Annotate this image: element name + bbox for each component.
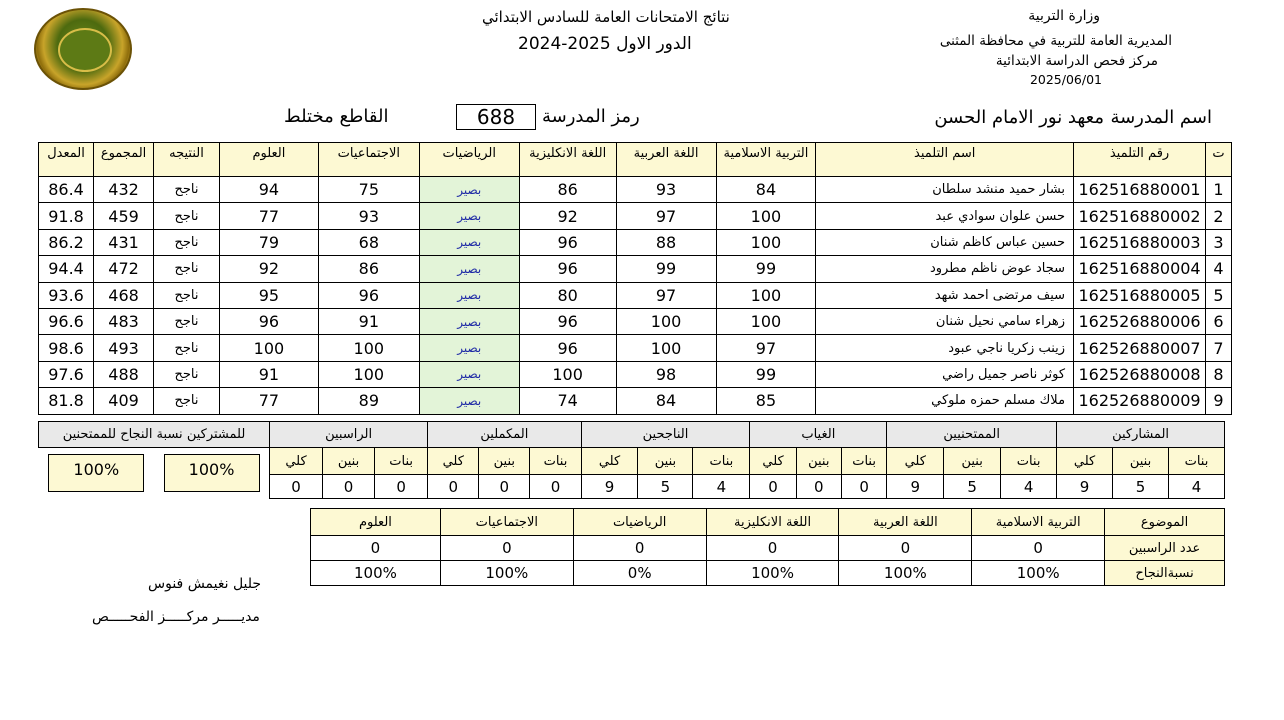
table-row [39, 177, 1232, 203]
cell-name: كوثر ناصر جميل راضي [816, 361, 1074, 387]
school-code-label: رمز المدرسة [542, 106, 640, 127]
stats-sub-header: كلي [750, 448, 796, 475]
cell-id: 162526880008 [1074, 361, 1206, 387]
cell-id: 162516880004 [1074, 256, 1206, 282]
stats-sub-header: بنين [1113, 448, 1169, 475]
stats-sub-header: بنين [796, 448, 841, 475]
cell-english: 96 [519, 229, 616, 255]
cell-avg: 98.6 [39, 335, 94, 361]
stats-value: 0 [269, 475, 322, 499]
subject-name: التربية الاسلامية [972, 509, 1105, 536]
subject-pass-rate: 0% [573, 561, 706, 586]
cell-arabic: 100 [616, 335, 716, 361]
pass-rate-participants-cell [154, 448, 269, 499]
col-header: رقم التلميذ [1074, 143, 1206, 177]
cell-english: 80 [519, 282, 616, 308]
stats-value: 4 [1168, 475, 1224, 499]
stats-sub-header: بنين [323, 448, 375, 475]
cell-avg: 97.6 [39, 361, 94, 387]
cell-n: 7 [1206, 335, 1232, 361]
pass-rate-participants: 100% [164, 454, 260, 492]
stats-value: 4 [693, 475, 750, 499]
subject-failed-count: 0 [706, 536, 839, 561]
table-row [39, 308, 1232, 334]
cell-result: ناجح [154, 256, 220, 282]
stats-value: 4 [1001, 475, 1057, 499]
cell-math: بصير [419, 308, 519, 334]
stats-sub-header: بنات [1168, 448, 1224, 475]
cell-math: بصير [419, 203, 519, 229]
school-code: 688 [456, 104, 536, 130]
director-title: مديـــــر مركـــــز الفحـــــص [92, 609, 260, 625]
cell-n: 9 [1206, 388, 1232, 414]
subject-name: الرياضيات [573, 509, 706, 536]
subject-header-row [311, 509, 1225, 536]
subject-pass-row [311, 561, 1225, 586]
cell-id: 162516880001 [1074, 177, 1206, 203]
cell-result: ناجح [154, 361, 220, 387]
col-header: اسم التلميذ [816, 143, 1074, 177]
subject-failed-row [311, 536, 1225, 561]
cell-english: 96 [519, 308, 616, 334]
stats-group: الناجحين [581, 422, 750, 448]
cell-math: بصير [419, 282, 519, 308]
cell-social: 89 [318, 388, 419, 414]
ministry-emblem-icon [34, 8, 132, 90]
rate-examinees-label: للممتحنين [62, 427, 117, 442]
report-title: نتائج الامتحانات العامة للسادس الابتدائي [482, 8, 730, 26]
subject-pass-rate: 100% [839, 561, 972, 586]
cell-total: 488 [94, 361, 154, 387]
stats-sub-header: بنين [944, 448, 1001, 475]
cell-islamic: 84 [716, 177, 816, 203]
stats-group: المكملين [428, 422, 581, 448]
cell-n: 1 [1206, 177, 1232, 203]
stats-value: 9 [887, 475, 944, 499]
cell-math: بصير [419, 388, 519, 414]
stats-group: الممتحنيين [887, 422, 1057, 448]
cell-result: ناجح [154, 335, 220, 361]
stats-value: 0 [479, 475, 530, 499]
stats-sub-header: بنين [638, 448, 693, 475]
cell-total: 432 [94, 177, 154, 203]
cell-total: 409 [94, 388, 154, 414]
subject-pass-rate: 100% [706, 561, 839, 586]
stats-sub-header: كلي [1057, 448, 1113, 475]
subject-header-label: الموضوع [1105, 509, 1225, 536]
cell-arabic: 88 [616, 229, 716, 255]
cell-islamic: 100 [716, 203, 816, 229]
cell-name: زينب زكريا ناجي عبود [816, 335, 1074, 361]
stats-value: 5 [1113, 475, 1169, 499]
table-row [39, 282, 1232, 308]
subject-pass-rate: 100% [311, 561, 441, 586]
pass-rate-header [39, 422, 270, 448]
cell-id: 162516880003 [1074, 229, 1206, 255]
cell-arabic: 99 [616, 256, 716, 282]
cell-science: 79 [219, 229, 318, 255]
subject-name: اللغة العربية [839, 509, 972, 536]
failed-count-label: عدد الراسبين [1105, 536, 1225, 561]
stats-value: 0 [796, 475, 841, 499]
subject-failed-count: 0 [440, 536, 573, 561]
cell-id: 162526880009 [1074, 388, 1206, 414]
stats-group-row [39, 422, 1225, 448]
ministry-name: وزارة التربية [1028, 8, 1100, 24]
cell-social: 96 [318, 282, 419, 308]
school-name-label: اسم المدرسة [1110, 107, 1212, 128]
col-header: المجموع [94, 143, 154, 177]
cell-name: ملاك مسلم حمزه ملوكي [816, 388, 1074, 414]
stats-sub-header: كلي [581, 448, 638, 475]
cell-english: 96 [519, 335, 616, 361]
cell-social: 75 [318, 177, 419, 203]
cell-total: 468 [94, 282, 154, 308]
pass-rate-label: نسبةالنجاح [1105, 561, 1225, 586]
cell-result: ناجح [154, 282, 220, 308]
subject-summary-table [310, 508, 1225, 586]
subject-failed-count: 0 [972, 536, 1105, 561]
school-sector: القاطع مختلط [284, 106, 389, 127]
col-header: اللغة العربية [616, 143, 716, 177]
stats-value: 0 [841, 475, 886, 499]
cell-arabic: 93 [616, 177, 716, 203]
subject-pass-rate: 100% [440, 561, 573, 586]
table-row [39, 335, 1232, 361]
cell-total: 472 [94, 256, 154, 282]
cell-id: 162516880002 [1074, 203, 1206, 229]
col-header: الاجتماعيات [318, 143, 419, 177]
cell-math: بصير [419, 361, 519, 387]
cell-avg: 96.6 [39, 308, 94, 334]
stats-sub-header: بنين [479, 448, 530, 475]
cell-english: 92 [519, 203, 616, 229]
cell-arabic: 97 [616, 282, 716, 308]
director-name: جليل نغيمش فنوس [148, 576, 262, 592]
cell-total: 431 [94, 229, 154, 255]
results-table [38, 142, 1232, 415]
subject-name: العلوم [311, 509, 441, 536]
cell-n: 8 [1206, 361, 1232, 387]
cell-name: حسين عباس كاظم شنان [816, 229, 1074, 255]
cell-id: 162526880007 [1074, 335, 1206, 361]
stats-value: 0 [428, 475, 479, 499]
stats-sub-header: بنات [530, 448, 581, 475]
stats-sub-header: كلي [428, 448, 479, 475]
table-row [39, 388, 1232, 414]
cell-result: ناجح [154, 308, 220, 334]
subject-failed-count: 0 [311, 536, 441, 561]
stats-sub-header: بنات [693, 448, 750, 475]
cell-math: بصير [419, 335, 519, 361]
cell-islamic: 99 [716, 361, 816, 387]
cell-islamic: 100 [716, 282, 816, 308]
stats-value: 0 [375, 475, 428, 499]
stats-sub-header: كلي [269, 448, 322, 475]
cell-n: 5 [1206, 282, 1232, 308]
center-name: مركز فحص الدراسة الابتدائية [995, 53, 1158, 69]
col-header: النتيجه [154, 143, 220, 177]
cell-avg: 91.8 [39, 203, 94, 229]
results-header-row [39, 143, 1232, 177]
cell-avg: 94.4 [39, 256, 94, 282]
col-header: العلوم [219, 143, 318, 177]
table-row [39, 361, 1232, 387]
col-header: المعدل [39, 143, 94, 177]
cell-math: بصير [419, 177, 519, 203]
cell-total: 493 [94, 335, 154, 361]
cell-avg: 86.2 [39, 229, 94, 255]
cell-science: 77 [219, 388, 318, 414]
cell-name: سيف مرتضى احمد شهد [816, 282, 1074, 308]
cell-science: 77 [219, 203, 318, 229]
cell-result: ناجح [154, 177, 220, 203]
directorate-name: المديرية العامة للتربية في محافظة المثنى [939, 33, 1172, 49]
stats-sub-row [39, 448, 1225, 475]
cell-avg: 86.4 [39, 177, 94, 203]
col-header: التربية الاسلامية [716, 143, 816, 177]
table-row [39, 256, 1232, 282]
cell-total: 483 [94, 308, 154, 334]
cell-social: 100 [318, 335, 419, 361]
emblem-center [58, 28, 112, 72]
cell-name: سجاد عوض ناظم مطرود [816, 256, 1074, 282]
cell-english: 86 [519, 177, 616, 203]
pass-rate-examinees-cell [39, 448, 155, 499]
cell-avg: 81.8 [39, 388, 94, 414]
stats-sub-header: كلي [887, 448, 944, 475]
stats-value: 0 [530, 475, 581, 499]
cell-islamic: 100 [716, 308, 816, 334]
col-header: ت [1206, 143, 1232, 177]
cell-social: 91 [318, 308, 419, 334]
stats-value: 9 [581, 475, 638, 499]
stats-value: 5 [944, 475, 1001, 499]
stats-table [38, 421, 1225, 499]
cell-science: 92 [219, 256, 318, 282]
col-header: الرياضيات [419, 143, 519, 177]
cell-social: 100 [318, 361, 419, 387]
cell-english: 74 [519, 388, 616, 414]
stats-sub-header: بنات [841, 448, 886, 475]
cell-islamic: 99 [716, 256, 816, 282]
cell-n: 2 [1206, 203, 1232, 229]
stats-value: 0 [750, 475, 796, 499]
cell-math: بصير [419, 256, 519, 282]
cell-social: 93 [318, 203, 419, 229]
cell-social: 86 [318, 256, 419, 282]
table-row [39, 229, 1232, 255]
stats-value: 5 [638, 475, 693, 499]
cell-total: 459 [94, 203, 154, 229]
cell-name: زهراء سامي نحيل شنان [816, 308, 1074, 334]
cell-id: 162526880006 [1074, 308, 1206, 334]
subject-failed-count: 0 [839, 536, 972, 561]
cell-arabic: 84 [616, 388, 716, 414]
stats-group: الغياب [750, 422, 887, 448]
cell-social: 68 [318, 229, 419, 255]
school-name: معهد نور الامام الحسن [934, 107, 1104, 128]
cell-science: 96 [219, 308, 318, 334]
cell-science: 91 [219, 361, 318, 387]
stats-sub-header: بنات [1001, 448, 1057, 475]
stats-group: المشاركين [1057, 422, 1225, 448]
table-row [39, 203, 1232, 229]
rate-participants-label: للمشتركين [186, 427, 246, 442]
cell-result: ناجح [154, 388, 220, 414]
year-session: 2024-2025 الدور الاول [518, 34, 692, 54]
cell-islamic: 100 [716, 229, 816, 255]
cell-n: 6 [1206, 308, 1232, 334]
cell-math: بصير [419, 229, 519, 255]
cell-arabic: 97 [616, 203, 716, 229]
subject-pass-rate: 100% [972, 561, 1105, 586]
cell-islamic: 85 [716, 388, 816, 414]
pass-rate-examinees: 100% [48, 454, 144, 492]
cell-n: 3 [1206, 229, 1232, 255]
cell-result: ناجح [154, 203, 220, 229]
stats-value: 0 [323, 475, 375, 499]
cell-science: 100 [219, 335, 318, 361]
cell-science: 95 [219, 282, 318, 308]
subject-name: اللغة الانكليزية [706, 509, 839, 536]
cell-n: 4 [1206, 256, 1232, 282]
cell-science: 94 [219, 177, 318, 203]
rate-title: نسبة النجاح [120, 427, 183, 442]
cell-arabic: 98 [616, 361, 716, 387]
cell-english: 96 [519, 256, 616, 282]
cell-avg: 93.6 [39, 282, 94, 308]
cell-id: 162516880005 [1074, 282, 1206, 308]
report-date: 2025/06/01 [1029, 72, 1102, 87]
stats-sub-header: بنات [375, 448, 428, 475]
cell-arabic: 100 [616, 308, 716, 334]
stats-value: 9 [1057, 475, 1113, 499]
cell-name: حسن علوان سوادي عبد [816, 203, 1074, 229]
cell-result: ناجح [154, 229, 220, 255]
stats-group: الراسبين [269, 422, 427, 448]
cell-name: بشار حميد منشد سلطان [816, 177, 1074, 203]
col-header: اللغة الانكليزية [519, 143, 616, 177]
cell-islamic: 97 [716, 335, 816, 361]
subject-failed-count: 0 [573, 536, 706, 561]
subject-name: الاجتماعيات [440, 509, 573, 536]
cell-english: 100 [519, 361, 616, 387]
